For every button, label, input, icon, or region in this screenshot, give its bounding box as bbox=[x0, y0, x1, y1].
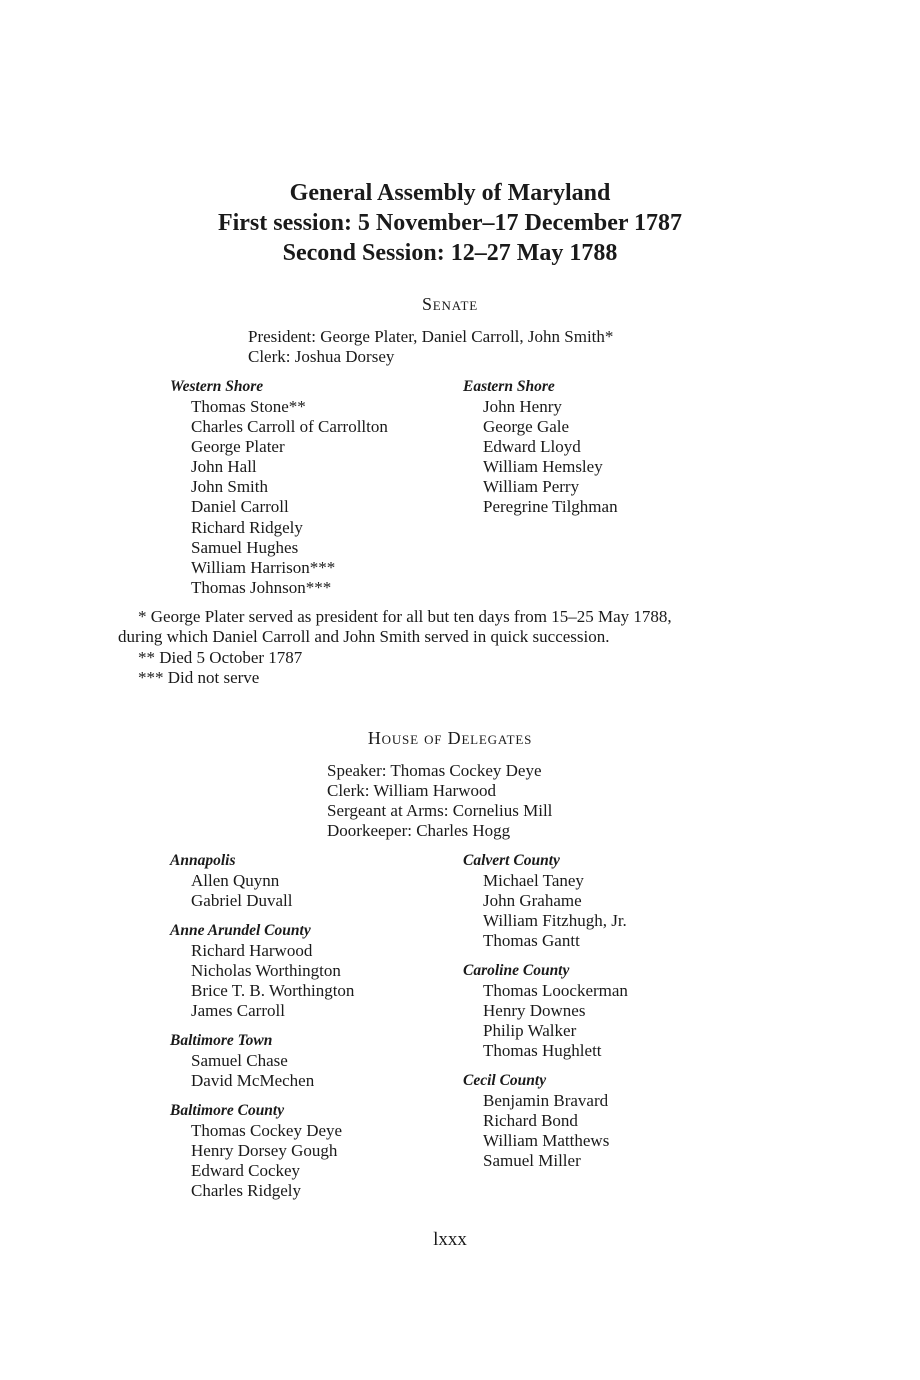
county-heading-cecil: Cecil County bbox=[463, 1072, 547, 1089]
footnote-2: ** Died 5 October 1787 bbox=[138, 648, 303, 667]
list-item: Richard Ridgely bbox=[191, 517, 303, 537]
list-item: William Matthews bbox=[483, 1131, 610, 1151]
list-item: Edward Cockey bbox=[191, 1161, 301, 1181]
list-item: John Henry bbox=[483, 397, 562, 416]
list-item: Peregrine Tilghman bbox=[483, 497, 618, 517]
calvert-list bbox=[483, 871, 627, 951]
annapolis-list bbox=[191, 871, 293, 911]
list-item: John Hall bbox=[191, 457, 257, 477]
list-item: Edward Lloyd bbox=[483, 437, 581, 457]
county-heading-calvert: Calvert County bbox=[463, 852, 560, 869]
title-line-3: Second Session: 12–27 May 1788 bbox=[282, 240, 618, 266]
eastern-shore-list bbox=[483, 397, 618, 518]
list-item: Allen Quynn bbox=[191, 871, 280, 890]
list-item: Richard Harwood bbox=[191, 941, 313, 960]
page-number: lxxx bbox=[433, 1229, 467, 1250]
list-item: Nicholas Worthington bbox=[191, 961, 341, 981]
eastern-shore-heading: Eastern Shore bbox=[463, 378, 555, 395]
list-item: Philip Walker bbox=[483, 1021, 577, 1041]
list-item: Samuel Hughes bbox=[191, 537, 299, 557]
list-item: Charles Carroll of Carrollton bbox=[191, 417, 388, 437]
footnote-3: *** Did not serve bbox=[138, 668, 260, 687]
list-item: John Smith bbox=[191, 477, 268, 497]
baltimore-town-list bbox=[191, 1051, 314, 1091]
list-item: Charles Ridgely bbox=[191, 1181, 302, 1201]
baltimore-county-list bbox=[191, 1121, 342, 1201]
list-item: Thomas Johnson*** bbox=[191, 577, 332, 597]
list-item: David McMechen bbox=[191, 1071, 315, 1091]
list-item: Daniel Carroll bbox=[191, 497, 289, 517]
house-heading: House of Delegates bbox=[367, 728, 533, 748]
list-item: James Carroll bbox=[191, 1001, 285, 1021]
list-item: Benjamin Bravard bbox=[483, 1091, 609, 1110]
senate-clerk: Clerk: Joshua Dorsey bbox=[248, 347, 395, 366]
title-line-2: First session: 5 November–17 December 1787 bbox=[217, 210, 683, 236]
list-item: Henry Downes bbox=[483, 1001, 586, 1021]
house-clerk: Clerk: William Harwood bbox=[327, 781, 496, 800]
list-item: Samuel Miller bbox=[483, 1151, 581, 1171]
list-item: Thomas Hughlett bbox=[483, 1041, 602, 1061]
list-item: Samuel Chase bbox=[191, 1051, 288, 1070]
footnote-1-line-2: during which Daniel Carroll and John Smith served in quick succession. bbox=[118, 627, 610, 646]
list-item: Richard Bond bbox=[483, 1111, 578, 1131]
list-item: Thomas Stone** bbox=[191, 397, 306, 416]
cecil-list bbox=[483, 1091, 609, 1171]
list-item: William Fitzhugh, Jr. bbox=[483, 911, 627, 931]
house-doorkeeper: Doorkeeper: Charles Hogg bbox=[327, 821, 511, 840]
list-item: Brice T. B. Worthington bbox=[191, 981, 355, 1001]
county-heading-annapolis: Annapolis bbox=[170, 852, 236, 869]
list-item: William Perry bbox=[483, 477, 580, 497]
list-item: George Plater bbox=[191, 437, 285, 457]
list-item: Michael Taney bbox=[483, 871, 584, 890]
list-item: John Grahame bbox=[483, 891, 582, 911]
list-item: William Harrison*** bbox=[191, 557, 336, 577]
senate-heading: Senate bbox=[422, 294, 478, 314]
western-shore-heading: Western Shore bbox=[170, 378, 264, 395]
list-item: Thomas Cockey Deye bbox=[191, 1121, 343, 1140]
western-shore-list bbox=[191, 397, 388, 598]
caroline-list bbox=[483, 981, 628, 1061]
house-sergeant: Sergeant at Arms: Cornelius Mill bbox=[327, 801, 553, 820]
senate-president: President: George Plater, Daniel Carroll, John Smith* bbox=[248, 327, 614, 346]
county-heading-caroline: Caroline County bbox=[463, 962, 570, 979]
county-heading-baltimore-county: Baltimore County bbox=[170, 1102, 285, 1119]
list-item: Gabriel Duvall bbox=[191, 891, 293, 911]
footnote-1-line-1: * George Plater served as president for all but ten days from 15–25 May 1788, bbox=[138, 607, 672, 626]
list-item: Henry Dorsey Gough bbox=[191, 1141, 338, 1161]
list-item: William Hemsley bbox=[483, 457, 603, 477]
county-heading-anne-arundel: Anne Arundel County bbox=[170, 922, 311, 939]
list-item: George Gale bbox=[483, 417, 570, 437]
title-line-1: General Assembly of Maryland bbox=[289, 180, 611, 206]
county-heading-baltimore-town: Baltimore Town bbox=[170, 1032, 273, 1049]
list-item: Thomas Loockerman bbox=[483, 981, 628, 1000]
list-item: Thomas Gantt bbox=[483, 931, 580, 951]
anne-arundel-list bbox=[191, 941, 354, 1021]
house-speaker: Speaker: Thomas Cockey Deye bbox=[327, 761, 542, 780]
